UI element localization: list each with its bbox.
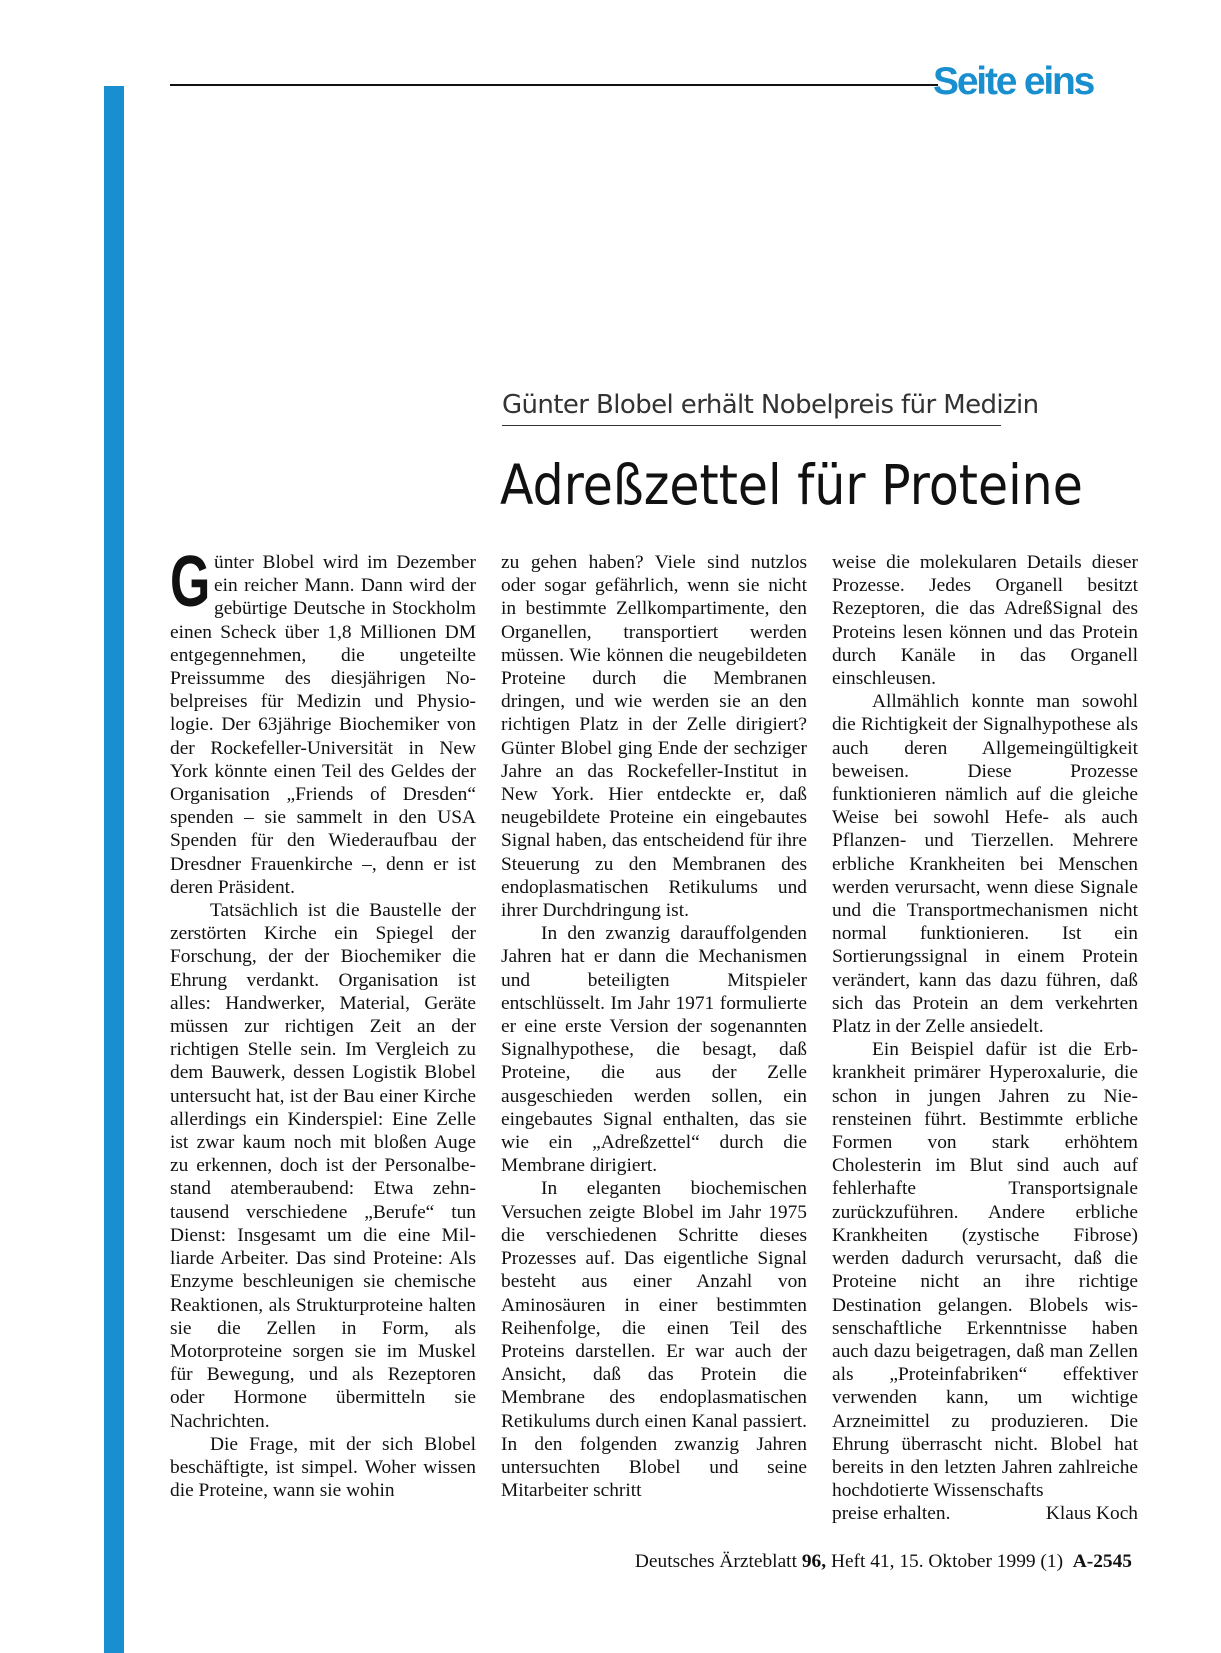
page-footer bbox=[500, 1550, 1132, 1574]
paragraph: In den zwanzig darauffolgenden Jahren hat er dann die Mechanismen und beteiligten Mitspieler entschlüsselt. Im Jahr 1971 formulierte er eine erste Version der sogenannten Signalhypothese, die besagt, daß Proteine, die aus der Zelle ausgeschieden werden sollen, ein eingebautes Signal enthalten, das sie wie ein „Adreßzettel“ durch die Membrane dirigiert. bbox=[501, 923, 807, 1177]
paragraph: Tatsächlich ist die Baustelle der zerstörten Kirche ein Spiegel der Forschung, der der Biochemiker die Ehrung verdankt. Organisation ist alles: Handwerker, Material, Geräte müssen zur richtigen Zeit an der richtigen Stelle sein. Im Vergleich zu dem Bauwerk, dessen Logistik Blobel untersucht hat, ist der Bau einer Kirche allerdings ein Kinderspiel: Eine Zelle ist zwar kaum noch mit bloßen Auge zu erkennen, doch ist der Personalbestand atemberaubend: Etwa zehntausend verschiedene „Berufe“ tun Dienst: Insgesamt um die eine Milliarde Arbeiter. Das sind Proteine: Als Enzyme beschleunigen sie chemische Reaktionen, als Strukturproteine halten sie die Zellen in Form, als Motorproteine sorgen sie im Muskel für Bewegung, und als Rezeptoren oder Hormone übermitteln sie Nachrichten. bbox=[170, 900, 476, 1432]
side-accent-bar bbox=[104, 86, 124, 1653]
paragraph: Allmählich konnte man sowohl die Richtigkeit der Signalhypothese als auch deren Allgemeingültigkeit beweisen. Diese Prozesse funktionieren nämlich auf die gleiche Weise bei sowohl Hefe- als auch Pflanzen- und Tierzellen. Mehrere erbliche Krankheiten bei Menschen werden verursacht, wenn diese Signale und die Transportmechanismen nicht normal funktionieren. Ist ein Sortierungssignal in einem Protein verändert, kann das dazu führen, daß sich das Protein an dem verkehrten Platz in der Zelle ansiedelt. bbox=[832, 691, 1138, 1038]
paragraph bbox=[170, 542, 476, 899]
paragraph: zu gehen haben? Viele sind nutzlos oder sogar gefährlich, wenn sie nicht in bestimmte Zellkompartimente, den Organellen, transportiert werden müssen. Wie können die neugebildeten Proteine durch die Membranen dringen, und wie werden sie an den richtigen Platz in der Zelle dirigiert? Günter Blobel ging Ende der sechziger Jahre an das Rockefeller-Institut in New York. Hier entdeckte er, daß neugebildete Proteine ein eingebautes Signal haben, das entscheidend für ihre Steuerung zu den Membranen des endoplasmatischen Retikulums und ihrer Durchdringung ist. bbox=[501, 552, 807, 922]
paragraph: Die Frage, mit der sich Blobel beschäftigte, ist simpel. Woher wissen die Proteine, wann sie wohin bbox=[170, 1433, 476, 1502]
article-kicker: Günter Blobel erhält Nobelpreis für Medizin bbox=[502, 390, 1039, 420]
paragraph-text: ünter Blobel wird im Dezember ein reicher Mann. Dann wird der gebürtige Deutsche in Stockholm einen Scheck über 1,8 Millionen DM entgegennehmen, die ungeteilte Preissumme des diesjährigen Nobelpreises für Medizin und Physiologie. Der 63jährige Biochemiker von der Rockefeller-Universität in New York könnte einen Teil des Geldes der Organisation „Friends of Dresden“ spenden – sie sammelt in den USA Spenden für den Wiederaufbau der Dresdner Frauenkirche –, denn er ist deren Präsident. bbox=[170, 552, 476, 898]
article-headline: Adreßzettel für Proteine bbox=[500, 453, 1083, 517]
kicker-underline bbox=[502, 425, 1001, 426]
paragraph: Ein Beispiel dafür ist die Erbkrankheit primärer Hyperoxalurie, die schon in jungen Jahren zu Nierensteinen führt. Bestimmte erbliche Formen von stark erhöhtem Cholesterin im Blut sind auch auf fehlerhafte Transportsignale zurückzuführen. Andere erbliche Krankheiten (zystische Fibrose) werden dadurch verursacht, daß die Proteine nicht an ihre richtige Destination gelangen. Blobels wissenschaftliche Erkenntnisse haben auch dazu beigetragen, daß man Zellen als „Proteinfabriken“ effektiver verwenden kann, um wichtige Arzneimittel zu produzieren. Die Ehrung überrascht nicht. Blobel hat bereits in den letzten Jahren zahlreiche hochdotierte Wissenschafts bbox=[832, 1039, 1138, 1502]
drop-cap: G bbox=[170, 542, 211, 622]
section-title: Seite eins bbox=[933, 60, 1094, 103]
journal-name: Deutsches Ärzteblatt bbox=[634, 1551, 797, 1572]
article-column-1 bbox=[170, 542, 476, 1502]
closing-line bbox=[832, 1502, 1138, 1525]
header-rule bbox=[170, 84, 938, 86]
journal-volume: 96, bbox=[801, 1551, 827, 1572]
author-name: Klaus Koch bbox=[1045, 1503, 1138, 1525]
paragraph: weise die molekularen Details dieser Prozesse. Jedes Organell besitzt Rezeptoren, die das AdreßSignal des Proteins lesen können und das Protein durch Kanäle in das Organell einschleusen. bbox=[832, 552, 1138, 690]
paragraph: In eleganten biochemischen Versuchen zeigte Blobel im Jahr 1975 die verschiedenen Schritte dieses Prozesses auf. Das eigentliche Signal besteht aus einer Anzahl von Aminosäuren in einer bestimmten Reihenfolge, die einen Teil des Proteins darstellen. Er war auch der Ansicht, daß das Protein die Membrane des endoplasmatischen Retikulums durch einen Kanal passiert. In den folgenden zwanzig Jahren untersuchten Blobel und seine Mitarbeiter schritt bbox=[501, 1178, 807, 1502]
page-number: A-2545 bbox=[1072, 1551, 1132, 1572]
issue-date: Heft 41, 15. Oktober 1999 (1) bbox=[830, 1551, 1064, 1572]
closing-text: preise erhalten. bbox=[832, 1503, 951, 1525]
article-column-3 bbox=[832, 551, 1138, 1526]
article-column-2 bbox=[501, 551, 807, 1502]
